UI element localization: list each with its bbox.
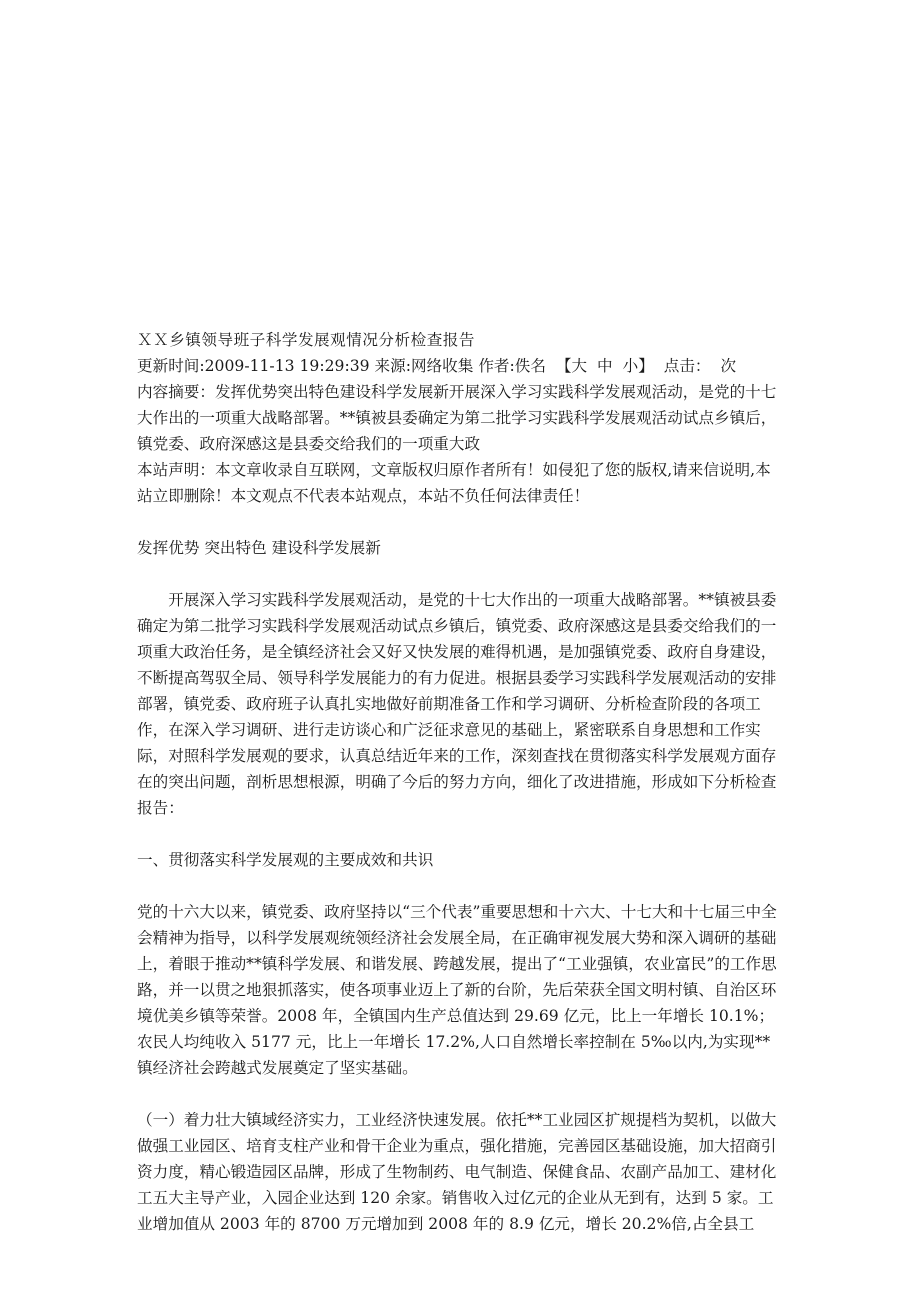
font-size-close-bracket: 】 xyxy=(638,357,654,375)
site-notice: 本站声明：本文章收录自互联网，文章版权归原作者所有！如侵犯了您的版权,请来信说明,本站立即删除！本文观点不代表本站观点，本站不负任何法律责任！ xyxy=(137,461,771,505)
spacer xyxy=(137,509,785,535)
article-summary: 内容摘要：发挥优势突出特色建设科学发展新开展深入学习实践科学发展观活动，是党的十七大作出的一项重大战略部署。**镇被县委确定为第二批学习实践科学发展观活动试点乡镇后，镇党委、政府深感这是县委交给我们的一项重大政 xyxy=(137,383,777,453)
clicks-label: 点击： xyxy=(663,357,711,375)
spacer xyxy=(137,821,785,847)
article-title: ＸＸ乡镇领导班子科学发展观情况分析检查报告 xyxy=(137,331,475,349)
spacer xyxy=(137,561,785,587)
font-size-open-bracket: 【 xyxy=(555,357,572,375)
subsection-paragraph: （一）着力壮大镇域经济实力，工业经济快速发展。依托**工业园区扩规提档为契机，以做大做强工业园区、培育支柱产业和骨干企业为重点，强化措施，完善园区基础设施，加大招商引资力度，精心锻造园区品牌，形成了生物制药、电气制造、保健食品、农副产品加工、建材化工五大主导产业，入园企业达到 120 余家。销售收入过亿元的企业从无到有，达到 5 家。工业增加值从 2003 年的 8700 万元增加到 2008 年的 8.9 亿元，增长 20.2%倍,占全县工 xyxy=(137,1111,777,1233)
article-body xyxy=(137,327,785,1237)
source-value: 网络收集 xyxy=(410,357,474,375)
author-label: 作者: xyxy=(478,357,515,375)
updated-value: 2009-11-13 19:29:39 xyxy=(204,357,370,375)
source-label: 来源: xyxy=(374,357,411,375)
spacer xyxy=(137,1081,785,1107)
font-size-small-link[interactable]: 小 xyxy=(622,357,639,375)
font-size-large-link[interactable]: 大 xyxy=(571,357,588,375)
article-meta xyxy=(137,353,785,379)
intro-paragraph: 开展深入学习实践科学发展观活动，是党的十七大作出的一项重大战略部署。**镇被县委确定为第二批学习实践科学发展观活动试点乡镇后，镇党委、政府深感这是县委交给我们的一项重大政治任务，是全镇经济社会又好又快发展的难得机遇，是加强镇党委、政府自身建设，不断提高驾驭全局、领导科学发展能力的有力促进。根据县委学习实践科学发展观活动的安排部署，镇党委、政府班子认真扎实地做好前期准备工作和学习调研、分析检查阶段的各项工作，在深入学习调研、进行走访谈心和广泛征求意见的基础上，紧密联系自身思想和工作实际，对照科学发展观的要求，认真总结近年来的工作，深刻查找在贯彻落实科学发展观方面存在的突出问题，剖析思想根源，明确了今后的努力方向，细化了改进措施，形成如下分析检查报告： xyxy=(137,591,777,817)
section-heading: 一、贯彻落实科学发展观的主要成效和共识 xyxy=(137,851,434,869)
article-subtitle: 发挥优势 突出特色 建设科学发展新 xyxy=(137,539,381,557)
spacer xyxy=(137,873,785,899)
updated-label: 更新时间: xyxy=(137,357,205,375)
section-paragraph: 党的十六大以来，镇党委、政府坚持以“三个代表”重要思想和十六大、十七大和十七届三中全会精神为指导，以科学发展观统领经济社会发展全局，在正确审视发展大势和深入调研的基础上，着眼于推动**镇科学发展、和谐发展、跨越发展，提出了“工业强镇，农业富民”的工作思路，并一以贯之地狠抓落实，使各项事业迈上了新的台阶，先后荣获全国文明村镇、自治区环境优美乡镇等荣誉。2008 年，全镇国内生产总值达到 29.69 亿元，比上一年增长 10.1%；农民人均纯收入 5177 元，比上一年增长 17.2%,人口自然增长率控制在 5‰以内,为实现**镇经济社会跨越式发展奠定了坚实基础。 xyxy=(137,903,777,1077)
font-size-medium-link[interactable]: 中 xyxy=(597,357,613,375)
clicks-unit: 次 xyxy=(720,357,737,375)
author-value: 佚名 xyxy=(514,357,546,375)
